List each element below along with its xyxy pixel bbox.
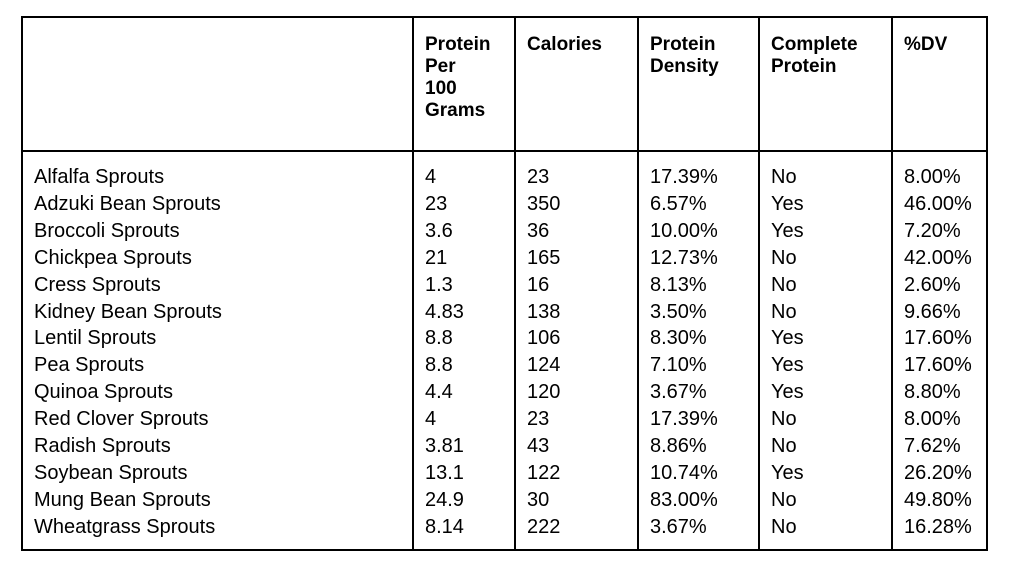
column-header-line: Density	[650, 56, 719, 77]
sprouts-nutrition-table-container	[21, 16, 988, 551]
cell-percent-dv: 2.60%	[904, 273, 961, 296]
cell-protein-per-100-grams: 3.81	[425, 435, 464, 458]
cell-calories: 23	[527, 408, 550, 431]
column-header-line: Protein	[425, 34, 491, 55]
cell-protein-per-100-grams: 8.8	[425, 354, 453, 377]
cell-protein-density: 10.00%	[650, 219, 718, 242]
column-header-percent-dv	[892, 17, 987, 151]
sprouts-nutrition-table	[21, 16, 988, 551]
cell-protein-density: 8.13%	[650, 273, 707, 296]
cell-item: Adzuki Bean Sprouts	[34, 192, 221, 215]
cell-protein-density: 8.30%	[650, 327, 707, 350]
cell-calories: 122	[527, 461, 561, 484]
cell-protein-density: 6.57%	[650, 192, 707, 215]
cell-item: Mung Bean Sprouts	[34, 488, 211, 511]
column-header-line: Protein	[771, 56, 837, 77]
cell-calories: 138	[527, 300, 561, 323]
cell-item: Broccoli Sprouts	[34, 219, 180, 242]
cell-protein-per-100-grams: 4.4	[425, 381, 453, 404]
cell-percent-dv: 26.20%	[904, 461, 972, 484]
cell-item: Chickpea Sprouts	[34, 246, 192, 269]
cell-protein-density: 8.86%	[650, 435, 707, 458]
cell-item: Soybean Sprouts	[34, 461, 188, 484]
column-header-line: Complete	[771, 34, 858, 55]
cell-percent-dv: 42.00%	[904, 246, 972, 269]
cell-calories: 222	[527, 515, 561, 538]
cell-complete-protein: No	[771, 166, 797, 188]
column-item	[22, 151, 413, 550]
cell-percent-dv: 8.00%	[904, 166, 961, 188]
column-protein-density	[638, 151, 759, 550]
cell-item: Pea Sprouts	[34, 354, 145, 377]
cell-protein-density: 10.74%	[650, 461, 718, 484]
cell-calories: 350	[527, 192, 561, 215]
cell-complete-protein: Yes	[771, 354, 804, 377]
column-header-line: Grams	[425, 100, 486, 121]
cell-calories: 36	[527, 219, 550, 242]
column-header-line: 100	[425, 78, 457, 99]
cell-protein-per-100-grams: 4	[425, 166, 437, 188]
cell-percent-dv: 49.80%	[904, 488, 972, 511]
cell-protein-density: 83.00%	[650, 488, 718, 511]
cell-protein-density: 3.67%	[650, 381, 707, 404]
cell-item: Quinoa Sprouts	[34, 381, 173, 404]
column-header-item	[22, 17, 413, 151]
cell-protein-density: 17.39%	[650, 408, 718, 431]
cell-percent-dv: 8.80%	[904, 381, 961, 404]
cell-item: Cress Sprouts	[34, 273, 161, 296]
cell-complete-protein: No	[771, 246, 797, 269]
cell-complete-protein: No	[771, 435, 797, 458]
cell-item: Kidney Bean Sprouts	[34, 300, 222, 323]
cell-protein-density: 12.73%	[650, 246, 718, 269]
cell-percent-dv: 17.60%	[904, 327, 972, 350]
column-header-line: %DV	[904, 34, 948, 55]
cell-percent-dv: 7.62%	[904, 435, 961, 458]
cell-complete-protein: Yes	[771, 192, 804, 215]
cell-protein-per-100-grams: 1.3	[425, 273, 453, 296]
cell-calories: 23	[527, 166, 550, 188]
cell-complete-protein: No	[771, 488, 797, 511]
cell-item: Lentil Sprouts	[34, 327, 157, 350]
cell-complete-protein: No	[771, 300, 797, 323]
cell-protein-per-100-grams: 21	[425, 246, 448, 269]
cell-item: Radish Sprouts	[34, 435, 171, 458]
cell-calories: 165	[527, 246, 561, 269]
column-header-line: Protein	[650, 34, 716, 55]
cell-protein-density: 3.67%	[650, 515, 707, 538]
cell-complete-protein: Yes	[771, 219, 804, 242]
cell-percent-dv: 7.20%	[904, 219, 961, 242]
cell-protein-density: 3.50%	[650, 300, 707, 323]
cell-item: Red Clover Sprouts	[34, 408, 209, 431]
column-header-complete-protein	[759, 17, 892, 151]
cell-percent-dv: 16.28%	[904, 515, 972, 538]
cell-protein-per-100-grams: 23	[425, 192, 448, 215]
column-header-line: Per	[425, 56, 456, 77]
cell-protein-density: 17.39%	[650, 166, 718, 188]
column-header-protein-density	[638, 17, 759, 151]
cell-complete-protein: No	[771, 515, 797, 538]
cell-percent-dv: 8.00%	[904, 408, 961, 431]
cell-protein-per-100-grams: 8.8	[425, 327, 453, 350]
cell-protein-per-100-grams: 13.1	[425, 461, 464, 484]
column-header-protein-per-100-grams	[413, 17, 515, 151]
column-header-line: Calories	[527, 34, 602, 55]
cell-calories: 16	[527, 273, 550, 296]
column-percent-dv	[892, 151, 987, 550]
cell-calories: 30	[527, 488, 550, 511]
cell-protein-per-100-grams: 24.9	[425, 488, 464, 511]
column-protein-per-100-grams	[413, 151, 515, 550]
body-row	[22, 151, 987, 550]
cell-complete-protein: No	[771, 273, 797, 296]
cell-item: Alfalfa Sprouts	[34, 166, 165, 188]
cell-protein-per-100-grams: 4.83	[425, 300, 464, 323]
cell-complete-protein: No	[771, 408, 797, 431]
cell-complete-protein: Yes	[771, 327, 804, 350]
column-calories	[515, 151, 638, 550]
cell-protein-per-100-grams: 8.14	[425, 515, 464, 538]
cell-percent-dv: 17.60%	[904, 354, 972, 377]
column-header-calories	[515, 17, 638, 151]
cell-percent-dv: 9.66%	[904, 300, 961, 323]
column-complete-protein	[759, 151, 892, 550]
cell-calories: 106	[527, 327, 561, 350]
cell-complete-protein: Yes	[771, 381, 804, 404]
cell-percent-dv: 46.00%	[904, 192, 972, 215]
header-row	[22, 17, 987, 151]
cell-item: Wheatgrass Sprouts	[34, 515, 216, 538]
cell-protein-per-100-grams: 3.6	[425, 219, 453, 242]
cell-calories: 43	[527, 435, 550, 458]
cell-protein-per-100-grams: 4	[425, 408, 437, 431]
cell-complete-protein: Yes	[771, 461, 804, 484]
cell-calories: 120	[527, 381, 561, 404]
cell-protein-density: 7.10%	[650, 354, 707, 377]
cell-calories: 124	[527, 354, 561, 377]
